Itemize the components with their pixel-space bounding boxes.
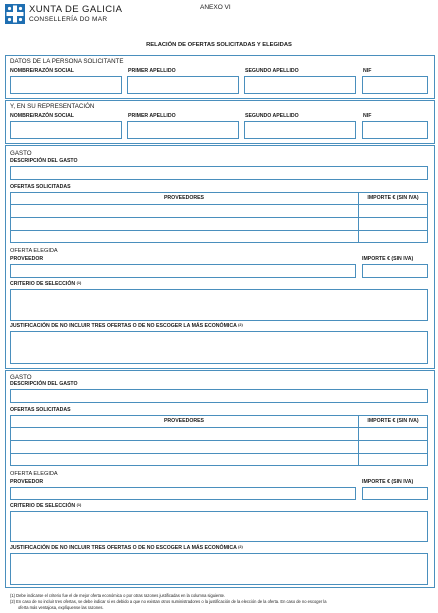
chosen-amount-label: IMPORTE € (SIN IVA): [362, 479, 414, 485]
applicant-name-field[interactable]: [10, 76, 122, 94]
org-department: CONSELLERÍA DO MAR: [29, 16, 108, 23]
providers-column-header: PROVEEDORES: [163, 195, 205, 201]
justification-field[interactable]: [10, 331, 428, 364]
offer-provider-cell[interactable]: [11, 428, 357, 439]
amount-column-header: IMPORTE € (SIN IVA): [367, 418, 419, 424]
footnote-1: (1) Debe indicarse el criterio fue el de mejor oferta económica o por otras razones justificadas en la columna siguiente.: [10, 593, 226, 598]
chosen-provider-label: PROVEEDOR: [10, 256, 44, 262]
annex-label: ANEXO VI: [200, 4, 231, 11]
applicant-heading: DATOS DE LA PERSONA SOLICITANTE: [10, 58, 124, 65]
representative-surname1-field[interactable]: [127, 121, 239, 139]
chosen-provider-field[interactable]: [10, 264, 356, 278]
chosen-offer-heading: OFERTA ELEGIDA: [10, 248, 58, 254]
xunta-logo-icon: [5, 4, 25, 24]
offer-provider-cell[interactable]: [11, 218, 357, 229]
offer-provider-cell[interactable]: [11, 205, 357, 216]
footnote-ref: (1): [76, 503, 82, 507]
chosen-amount-field[interactable]: [362, 264, 428, 278]
offer-provider-cell[interactable]: [11, 441, 357, 452]
footnote-2: (2) En caso de no incluir tres ofertas, se debe indicar si es debido a que no existan otros suministradores o la justificación de la elección de la oferta. En caso de no escoger la: [10, 599, 327, 604]
page-title: RELACIÓN DE OFERTAS SOLICITADAS Y ELEGIDAS: [146, 42, 292, 48]
offer-provider-cell[interactable]: [11, 454, 357, 465]
chosen-provider-field[interactable]: [10, 487, 356, 500]
expense-heading: GASTO: [10, 150, 32, 157]
applicant-surname1-label: PRIMER APELLIDO: [128, 68, 176, 74]
providers-column-header: PROVEEDORES: [163, 418, 205, 424]
justification-label: JUSTIFICACIÓN DE NO INCLUIR TRES OFERTAS O DE NO ESCOGER LA MÁS ECONÓMICA $^{(2)}$: [10, 323, 243, 329]
representative-surname1-label: PRIMER APELLIDO: [128, 113, 176, 119]
applicant-nif-label: NIF: [363, 68, 372, 74]
representative-surname2-label: SEGUNDO APELLIDO: [245, 113, 299, 119]
chosen-amount-field[interactable]: [362, 487, 428, 500]
offer-amount-cell[interactable]: [359, 205, 427, 216]
footnote-ref: (2): [238, 545, 243, 549]
expense-description-label: DESCRIPCIÓN DEL GASTO: [10, 381, 78, 387]
representative-nif-field[interactable]: [362, 121, 428, 139]
offer-provider-cell[interactable]: [11, 231, 357, 242]
representative-name-field[interactable]: [10, 121, 122, 139]
offers-requested-label: OFERTAS SOLICITADAS: [10, 184, 71, 190]
selection-criterion-label: CRITERIO DE SELECCIÓN $^{(1)}$: [10, 281, 82, 287]
footnote-2-continued: oferta más ventajosa, explíquense las razones.: [18, 605, 104, 610]
representative-surname2-field[interactable]: [244, 121, 356, 139]
selection-criterion-field[interactable]: [10, 511, 428, 542]
amount-column-header: IMPORTE € (SIN IVA): [367, 195, 419, 201]
offer-amount-cell[interactable]: [359, 218, 427, 229]
applicant-surname1-field[interactable]: [127, 76, 239, 94]
footnote-ref: (2): [238, 323, 243, 327]
selection-criterion-field[interactable]: [10, 289, 428, 321]
justification-field[interactable]: [10, 553, 428, 585]
offer-amount-cell[interactable]: [359, 454, 427, 465]
offer-amount-cell[interactable]: [359, 231, 427, 242]
offers-requested-label: OFERTAS SOLICITADAS: [10, 407, 71, 413]
offer-amount-cell[interactable]: [359, 428, 427, 439]
org-name: XUNTA DE GALICIA: [29, 4, 123, 15]
chosen-offer-heading: OFERTA ELEGIDA: [10, 471, 58, 477]
representative-nif-label: NIF: [363, 113, 372, 119]
applicant-name-label: NOMBRE/RAZÓN SOCIAL: [10, 68, 74, 74]
expense-description-label: DESCRIPCIÓN DEL GASTO: [10, 158, 78, 164]
selection-criterion-label: CRITERIO DE SELECCIÓN $^{(1)}$: [10, 503, 82, 509]
footnote-ref: (1): [76, 281, 82, 285]
applicant-surname2-label: SEGUNDO APELLIDO: [245, 68, 299, 74]
chosen-amount-label: IMPORTE € (SIN IVA): [362, 256, 414, 262]
expense-description-field[interactable]: [10, 389, 428, 403]
applicant-nif-field[interactable]: [362, 76, 428, 94]
expense-heading: GASTO: [10, 374, 32, 381]
expense-description-field[interactable]: [10, 166, 428, 180]
representative-name-label: NOMBRE/RAZÓN SOCIAL: [10, 113, 74, 119]
offer-amount-cell[interactable]: [359, 441, 427, 452]
chosen-provider-label: PROVEEDOR: [10, 479, 44, 485]
representative-heading: Y, EN SU REPRESENTACIÓN: [10, 103, 95, 110]
applicant-surname2-field[interactable]: [244, 76, 356, 94]
justification-label: JUSTIFICACIÓN DE NO INCLUIR TRES OFERTAS O DE NO ESCOGER LA MÁS ECONÓMICA $^{(2)}$: [10, 545, 243, 551]
